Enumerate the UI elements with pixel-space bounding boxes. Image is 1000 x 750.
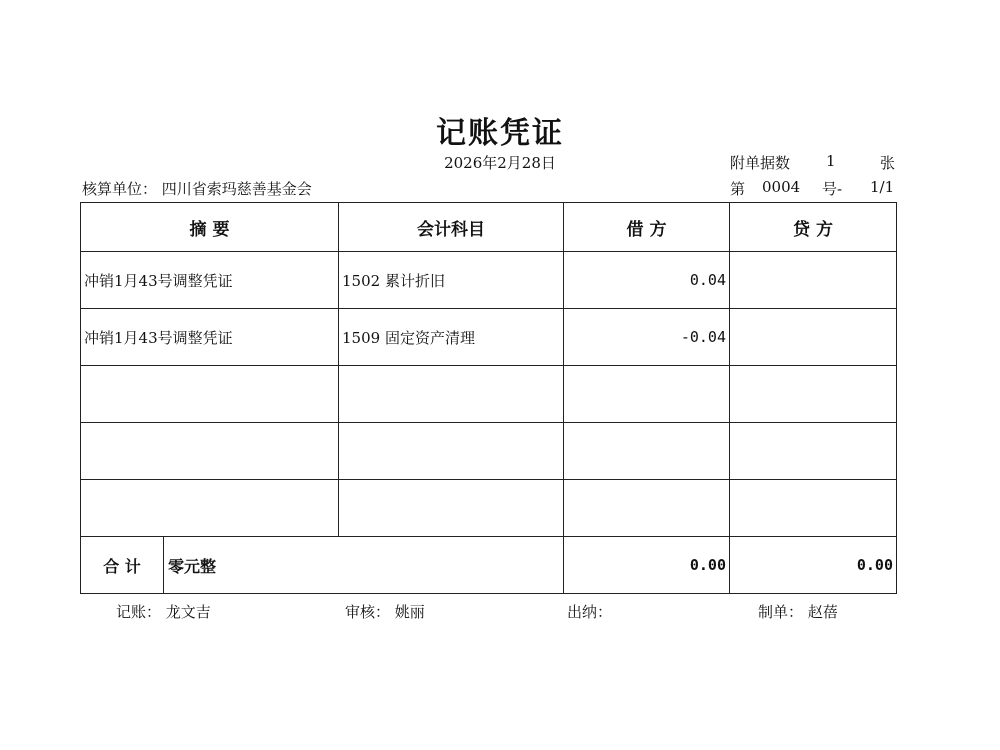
row-summary bbox=[81, 423, 339, 480]
row-credit bbox=[730, 423, 897, 480]
row-debit bbox=[564, 423, 730, 480]
total-debit: 0.00 bbox=[564, 537, 730, 594]
voucher-no-number: 0004 bbox=[762, 178, 801, 196]
row-credit bbox=[730, 252, 897, 309]
row-summary: 冲销1月43号调整凭证 bbox=[81, 252, 339, 309]
attachments-count: 1 bbox=[826, 152, 836, 170]
total-row bbox=[81, 537, 897, 594]
table-row bbox=[81, 366, 897, 423]
reviewer: 审核： 姚丽 bbox=[345, 603, 425, 621]
accounting-unit: 核算单位： 四川省索玛慈善基金会 bbox=[82, 180, 312, 198]
total-cell bbox=[81, 537, 564, 594]
row-credit bbox=[730, 309, 897, 366]
header-debit: 借 方 bbox=[564, 203, 730, 252]
row-summary: 冲销1月43号调整凭证 bbox=[81, 309, 339, 366]
cashier: 出纳： bbox=[567, 603, 613, 621]
preparer: 制单： 赵蓓 bbox=[758, 603, 838, 621]
row-debit bbox=[564, 480, 730, 537]
attachments-unit: 张 bbox=[880, 154, 896, 172]
voucher-date: 2026年2月28日 bbox=[444, 154, 556, 172]
voucher-no-suffix: 号- bbox=[822, 180, 843, 198]
row-credit bbox=[730, 366, 897, 423]
total-label: 合 计 bbox=[81, 537, 164, 593]
voucher-table bbox=[80, 202, 897, 594]
voucher-no-page: 1/1 bbox=[870, 178, 895, 196]
table-row bbox=[81, 423, 897, 480]
header-account: 会计科目 bbox=[339, 203, 564, 252]
header-summary: 摘 要 bbox=[81, 203, 339, 252]
bookkeeper: 记账： 龙文吉 bbox=[116, 603, 211, 621]
table-row bbox=[81, 252, 897, 309]
row-debit bbox=[564, 366, 730, 423]
total-credit: 0.00 bbox=[730, 537, 897, 594]
attachments-label: 附单据数 bbox=[730, 154, 791, 172]
header-credit: 贷 方 bbox=[730, 203, 897, 252]
row-credit bbox=[730, 480, 897, 537]
row-account bbox=[339, 366, 564, 423]
voucher-title: 记账凭证 bbox=[436, 116, 564, 151]
row-account: 1502 累计折旧 bbox=[339, 252, 564, 309]
row-debit: 0.04 bbox=[564, 252, 730, 309]
row-debit: -0.04 bbox=[564, 309, 730, 366]
table-row bbox=[81, 309, 897, 366]
total-amount-words: 零元整 bbox=[168, 556, 217, 576]
row-account bbox=[339, 480, 564, 537]
row-account: 1509 固定资产清理 bbox=[339, 309, 564, 366]
voucher-no-prefix: 第 bbox=[730, 180, 746, 198]
row-summary bbox=[81, 366, 339, 423]
table-row bbox=[81, 480, 897, 537]
row-account bbox=[339, 423, 564, 480]
row-summary bbox=[81, 480, 339, 537]
